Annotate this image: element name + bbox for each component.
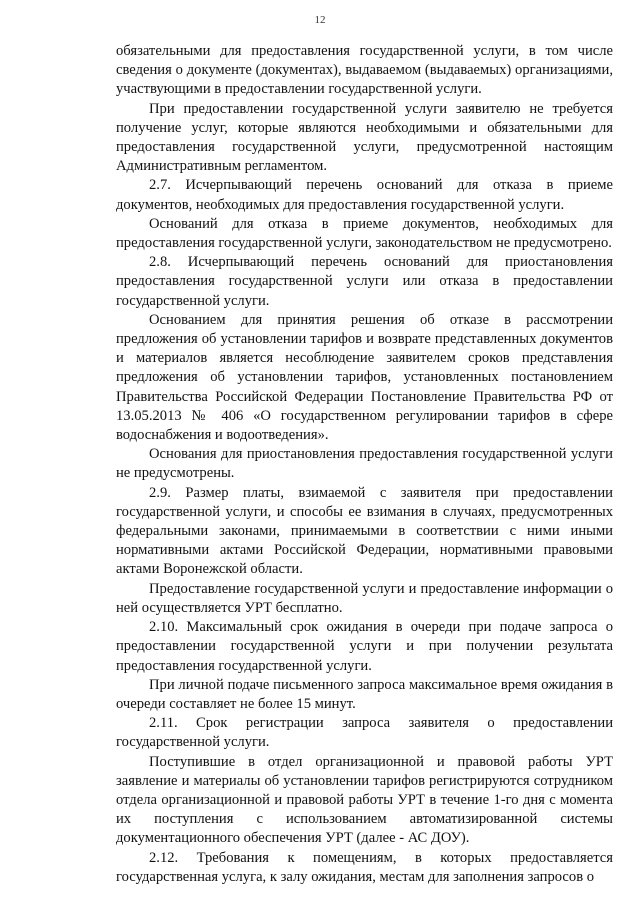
section-2-12-heading: 2.12. Требования к помещениям, в которых предоставляется государственная услуга, к залу ожидания, местам для заполнения запросов о — [116, 849, 613, 885]
section-2-10-heading: 2.10. Максимальный срок ожидания в очереди при подаче запроса о предоставлении государственной услуги и при получении результата предоставления государственной услуги. — [116, 619, 613, 674]
paragraph-continuation: обязательными для предоставления государственной услуги, в том числе сведения о документе (документах), выдаваемом (выдаваемых) организациями, участвующими в предоставлении государственной услуги. — [116, 43, 613, 98]
document-body — [116, 42, 613, 887]
page-number: 12 — [314, 14, 326, 26]
section-2-11-heading: 2.11. Срок регистрации запроса заявителя о предоставлении государственной услуги. — [116, 715, 613, 751]
paragraph-refusal-basis: Основанием для принятия решения об отказе в рассмотрении предложения об установлении тарифов и возврате представленных документов и материалов является несоблюдение заявителем сроков представления предложения об установлении тарифов, установленных постановлением Правительства Российской Федерации Постановление Правительства РФ от 13.05.2013 № 406 «О государственном регулировании тарифов в сфере водоснабжения и водоотведения». — [116, 311, 613, 444]
section-2-9-heading: 2.9. Размер платы, взимаемой с заявителя при предоставлении государственной услуги, и способы ее взимания в случаях, предусмотренных федеральными законами, принимаемыми в соответствии с ними иными нормативными актами Российской Федерации, нормативными правовыми актами Воронежской области. — [116, 484, 613, 578]
paragraph-no-refusal-grounds: Оснований для отказа в приеме документов, необходимых для предоставления государственной услуги, законодательством не предусмотрено. — [116, 215, 613, 252]
paragraph-registration: Поступившие в отдел организационной и правовой работы УРТ заявление и материалы об установлении тарифов регистрируются сотрудником отдела организационной и правовой работы УРТ в течение 1-го дня с момента их поступления с использованием автоматизированной системы документационного обеспечения УРТ (далее - АС ДОУ). — [116, 753, 613, 847]
paragraph-max-wait-time: При личной подаче письменного запроса максимальное время ожидания в очереди составляет не более 15 минут. — [116, 676, 613, 712]
section-2-7-heading: 2.7. Исчерпывающий перечень оснований для отказа в приеме документов, необходимых для предоставления государственной услуги. — [116, 177, 613, 213]
paragraph-no-suspension-grounds: Основания для приостановления предоставления государственной услуги не предусмотрены. — [116, 446, 613, 482]
paragraph-free-of-charge: Предоставление государственной услуги и предоставление информации о ней осуществляется УРТ бесплатно. — [116, 580, 613, 616]
section-2-8-heading: 2.8. Исчерпывающий перечень оснований для приостановления предоставления государственной услуги или отказа в предоставлении государственной услуги. — [116, 254, 613, 309]
paragraph-no-additional-services: При предоставлении государственной услуги заявителю не требуется получение услуг, которые являются необходимыми и обязательными для предоставления государственной услуги, предусмотренной настоящим Административным регламентом. — [116, 100, 613, 175]
